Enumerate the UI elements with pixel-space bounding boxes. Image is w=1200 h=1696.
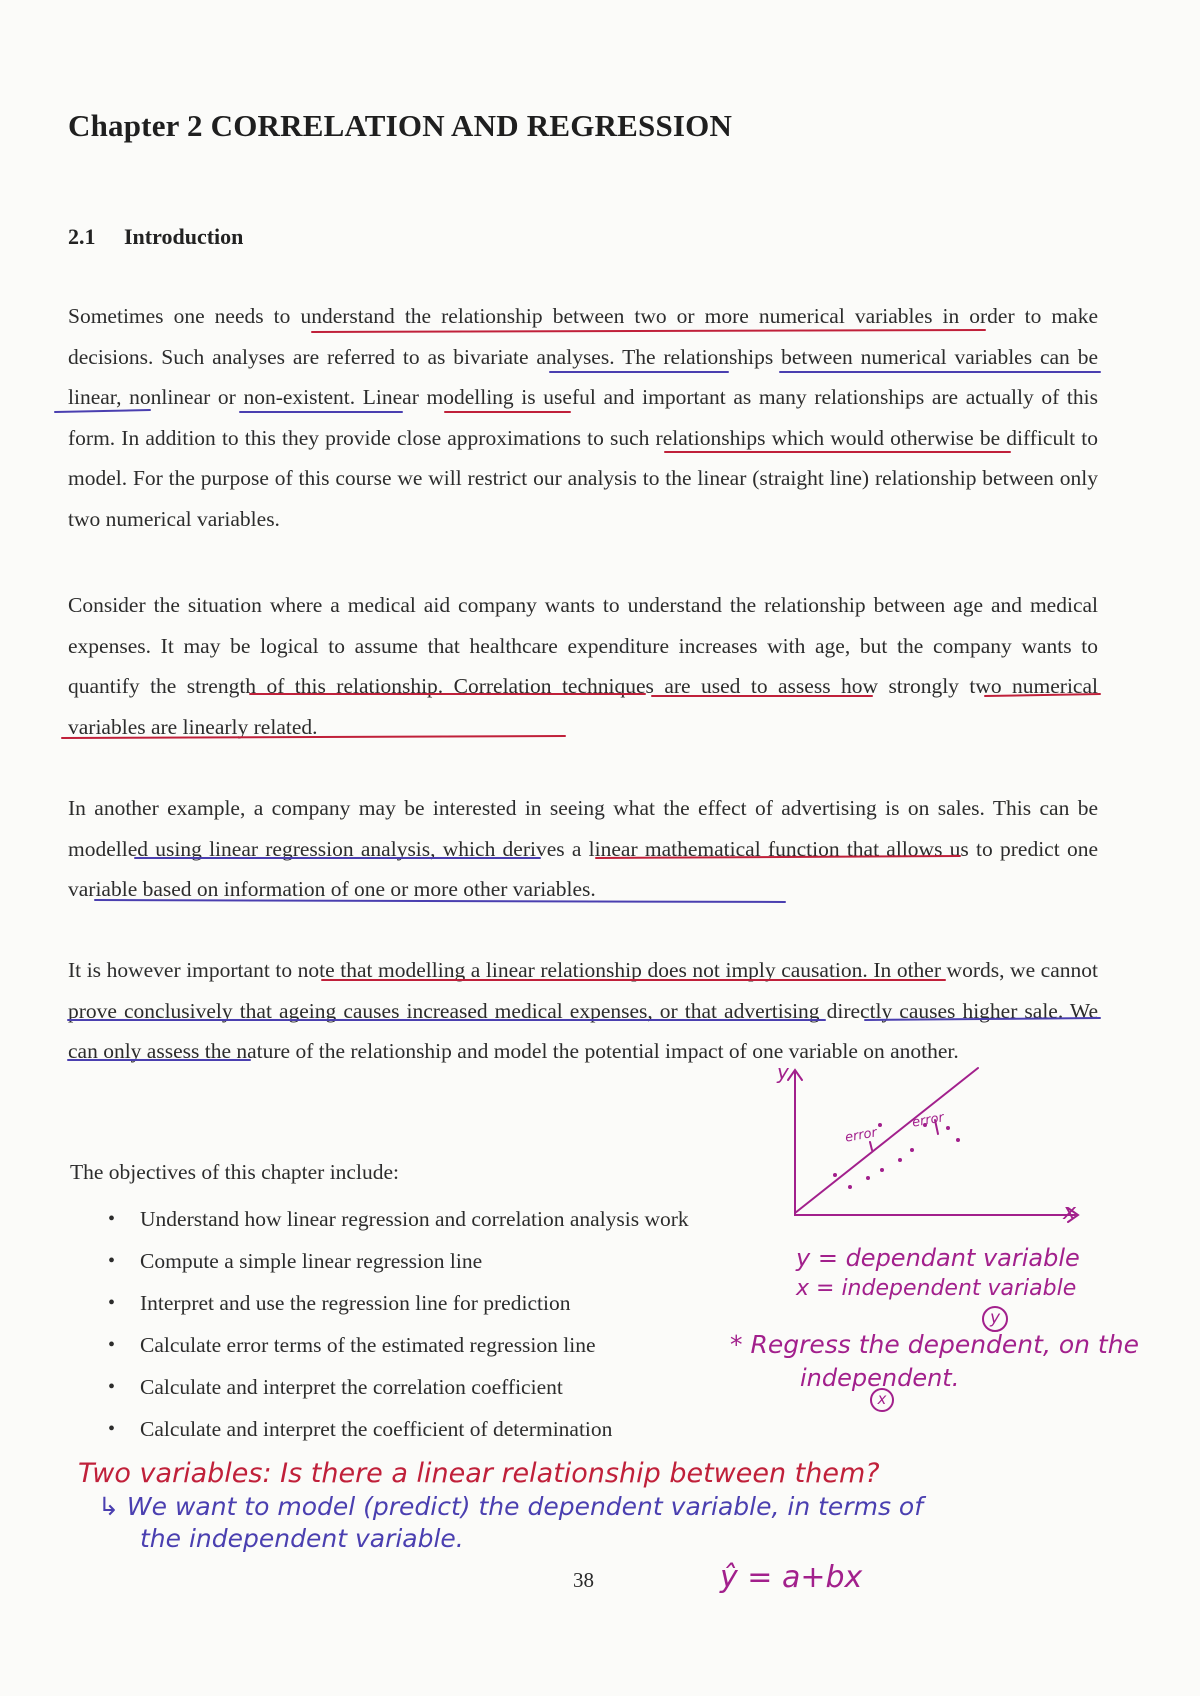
- objective-item: • Understand how linear regression and correlation analysis work: [108, 1198, 689, 1240]
- paragraph-3: In another example, a company may be interested in seeing what the effect of advertising is on sales. This can be modelled using linear regression analysis, which derives a linear mathematical function that allows us to predict one variable based on information of one or more other variables.: [68, 796, 1098, 901]
- y-definition-note: y = dependant variable: [796, 1244, 1080, 1272]
- objective-item: • Calculate and interpret the correlation coefficient: [108, 1366, 689, 1408]
- regression-equation: ŷ = a+bx: [720, 1560, 863, 1595]
- paragraph-1: Sometimes one needs to understand the relationship between two or more numerical variables in order to make decisions. Such analyses are referred to as bivariate analyses. The relationships between numerical variables can be linear, nonlinear or non-existent. Linear modelling is useful and important as many relationships are actually of this form. In addition to this they provide close approximations to such relationships which would otherwise be difficult to model. For the purpose of this course we will restrict our analysis to the linear (straight line) relationship between only two numerical variables.: [68, 304, 1098, 531]
- sketch-x-label: x: [1063, 1200, 1077, 1225]
- objective-item: • Calculate error terms of the estimated regression line: [108, 1324, 689, 1366]
- section-title: Introduction: [124, 224, 244, 249]
- page-number: 38: [573, 1568, 594, 1592]
- bottom-note-independent: the independent variable.: [140, 1524, 464, 1553]
- objective-item: • Interpret and use the regression line for prediction: [108, 1282, 689, 1324]
- error-segment: [870, 1142, 872, 1150]
- x-definition-note: x = independent variable: [796, 1276, 1077, 1301]
- paragraph-2: Consider the situation where a medical aid company wants to understand the relationship between age and medical expenses. It may be logical to assume that healthcare expenditure increases with age, but the company wants to quantify the strength of this relationship. Correlation techniques are used to assess how strongly two numerical variables are linearly related.: [68, 593, 1098, 739]
- bottom-note-question: Two variables: Is there a linear relationship between them?: [78, 1458, 880, 1489]
- sketch-axes: [795, 1072, 1075, 1215]
- paragraph-4: It is however important to note that modelling a linear relationship does not imply causation. In other words, we cannot prove conclusively that ageing causes increased medical expenses, or that advertising directly causes higher sale. We can only assess the nature of the relationship and model the potential impact of one variable on another.: [68, 958, 1098, 1063]
- chapter-title: Chapter 2 CORRELATION AND REGRESSION: [68, 108, 733, 143]
- bottom-note-model: ↳ We want to model (predict) the dependent variable, in terms of: [98, 1492, 924, 1521]
- objective-item: • Compute a simple linear regression line: [108, 1240, 689, 1282]
- sketch-regression-line: [795, 1068, 978, 1213]
- sketch-error-label: error: [843, 1125, 879, 1146]
- objectives-intro: The objectives of this chapter include:: [70, 1160, 399, 1184]
- sketch-y-label: y: [777, 1060, 789, 1084]
- objective-item: • Calculate and interpret the coefficient of determination: [108, 1408, 689, 1450]
- regress-note: * Regress the dependent, on the: [730, 1330, 1139, 1359]
- regress-note: independent.: [800, 1364, 960, 1392]
- circled-x-mark: x: [870, 1388, 894, 1412]
- circled-y-mark: y: [982, 1306, 1008, 1332]
- section-number: 2.1: [68, 224, 96, 249]
- sketch-error-label: error: [910, 1110, 946, 1131]
